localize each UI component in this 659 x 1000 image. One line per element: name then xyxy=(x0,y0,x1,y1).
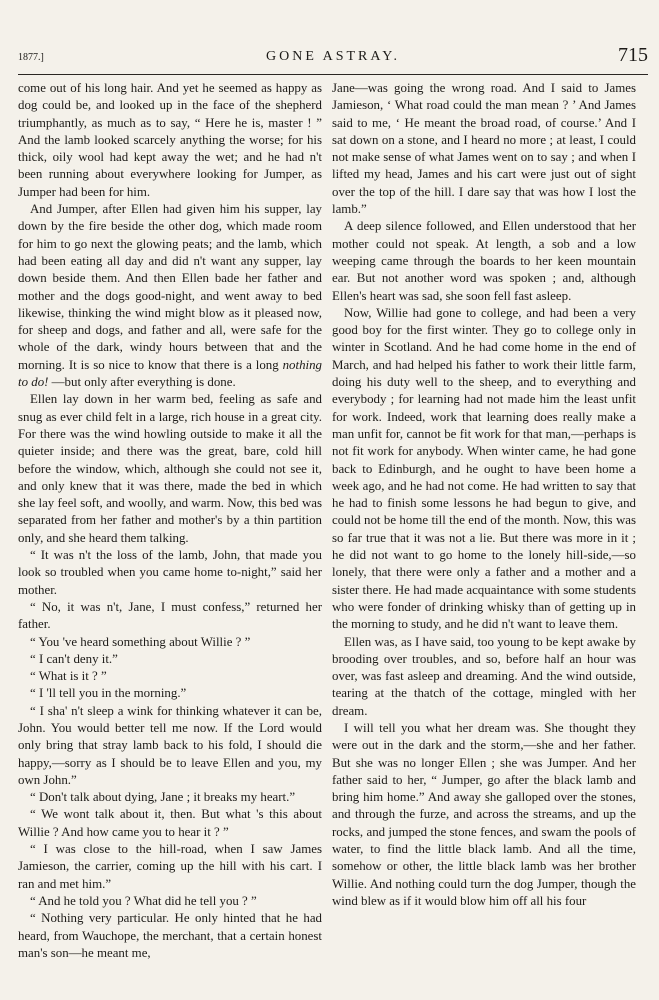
running-title: GONE ASTRAY. xyxy=(265,49,401,64)
paragraph: “ We wont talk about it, then. But what 's this about Willie ? And how came you to hear it ? ” xyxy=(18,807,322,839)
issue-date: 1877.] xyxy=(18,52,44,63)
paragraph: “ No, it was n't, Jane, I must confess,” returned her father. xyxy=(18,599,322,632)
paragraph: A deep silence followed, and Ellen understood that her mother could not speak. At length, a sob and a low weeping came through the boards to her keen mountain ear. But not another word was spoken ; and, although Ellen's heart was sad, she soon fell fast asleep. xyxy=(332,219,636,303)
paragraph: “ You 've heard something about Willie ? ” xyxy=(30,634,251,649)
paragraph: “ I 'll tell you in the morning.” xyxy=(30,686,187,701)
left-column xyxy=(18,80,322,962)
paragraph: Now, Willie had gone to college, and had been a very good boy for the first winter. They go to college only in winter in Scotland. And he had come home in the end of March, and had helped his father to work their little farm, doing his duty well to the sheep, and to everything and everybody ; for learning had not made him the least unfit for work. Indeed, work that learning does really make a man unfit for, cannot be fit work for that man,—perhaps is not fit work for anybody. When winter came, he had gone back to Edinburgh, and he ought to have been home a week ago, and he had not come. He had written to say that he had to finish some lessons he had begun to give, and could not be home till the end of the month. Now, this was so far true that it was not a lie. But there was more in it ; he did not want to go home to the lonely hill-side,—so lonely, that there were only a father and a mother and a sister there. He had made acquaintance with some students who were fonder of drinking whisky than of getting up in the morning to study, and he did n't want to leave them. xyxy=(332,305,636,632)
page-number: 715 xyxy=(618,44,648,66)
paragraph: And Jumper, after Ellen had given him his supper, lay down by the fire beside the other dog, which made room for him to go next the glowing peats; and the lamb, which had been eating all day and did n't want any supper, lay down beside them. And then Ellen bade her father and mother and the dogs good-night, and went away to bed likewise, thinking the wind might blow as it pleased now, for sheep and dogs, and father and all, were safe for the whole of the dark, windy hours between that and the morning. It is so nice to know that there is a long nothing to do! —but only after everything is done. xyxy=(18,202,322,390)
paragraph: Ellen lay down in her warm bed, feeling as safe and snug as ever child felt in a large, rich house in a great city. For there was the wind howling outside to make it all the quieter inside; and there was the great, bare, cold hill before the window, which, although she could not see it, and only knew that it was there, made the bed in which she lay feel soft, and woolly, and warm. Now, this bed was separated from her father and mother's by a thin partition only, and she heard them talking. xyxy=(18,392,322,545)
emphasis: nothing to do! xyxy=(18,357,322,390)
paragraph: come out of his long hair. And yet he seemed as happy as dog could be, and looked up in the face of the shepherd triumphantly, as much as to say, “ Here he is, master ! ” And the lamb looked scarcely anything the worse; for his thick, oily wool had kept away the wet; and he had n't been running about everywhere looking for Jumper, as Jumper had been for him. xyxy=(18,81,322,199)
paragraph: I will tell you what her dream was. She thought they were out in the dark and the storm,—she and her father. But she was no longer Ellen ; she was Jumper. And her father said to her, “ Jumper, go after the black lamb and bring him home.” And away she galloped over the stones, and through the furze, and across the streams, and up the rocks, and jumped the stone fences, and swam the pools of water, to find the little black lamb. And all the time, somehow or other, the little black lamb was her brother Willie. And nothing could turn the dog Jumper, though the wind blew as if it would blow him off all his four xyxy=(332,720,636,908)
paragraph: “ I can't deny it.” xyxy=(30,651,118,666)
paragraph: “ Don't talk about dying, Jane ; it breaks my heart.” xyxy=(30,790,296,805)
paragraph: “ And he told you ? What did he tell you ? ” xyxy=(30,893,257,908)
running-head xyxy=(18,44,648,75)
paragraph: “ What is it ? ” xyxy=(30,669,107,684)
paragraph: Jane—was going the wrong road. And I said to James Jamieson, ‘ What road could the man mean ? ’ And James said to me, ‘ He meant the broad road, of course.’ And I sat down on a stone, and I heard no more ; at least, I could not make sense of what James went on to say ; and when I lifted my head, James and his cart were just out of sight over the top of the hill. I dare say that was how I lost the lamb.” xyxy=(332,81,636,217)
paragraph: Ellen was, as I have said, too young to be kept awake by brooding over troubles, and so, before half an hour was over, was fast asleep and dreaming. And the wind outside, tearing at the thatch of the cottage, mingled with her dream. xyxy=(332,634,636,718)
paragraph: “ It was n't the loss of the lamb, John, that made you look so troubled when you came home to-night,” said her mother. xyxy=(18,548,322,597)
paragraph: “ Nothing very particular. He only hinted that he had heard, from Wauchope, the merchant, that a certain honest man's son—he meant me, xyxy=(18,911,322,960)
paragraph: “ I sha' n't sleep a wink for thinking whatever it can be, John. You would better tell me now. If the Lord would only bring that stray lamb back to his fold, I should die happy,—sorry as I should be to leave Ellen and you, my own John.” xyxy=(18,703,322,787)
paragraph: “ I was close to the hill-road, when I saw James Jamieson, the carrier, coming up the hill with his cart. I ran and met him.” xyxy=(18,842,322,891)
right-column xyxy=(332,80,636,910)
